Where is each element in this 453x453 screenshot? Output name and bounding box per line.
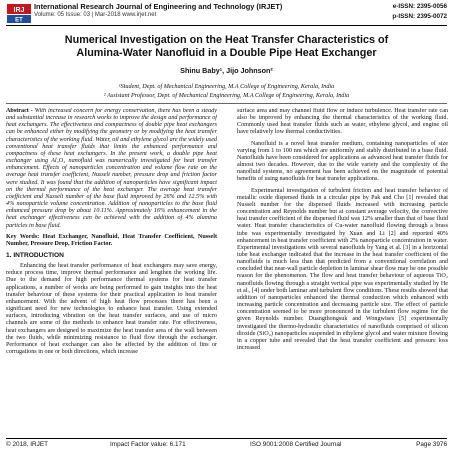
affiliation-1: ¹Student, Dept. of Mechanical Engineering, M.A College of Engineering, Kerala, India <box>118 83 335 90</box>
affiliation-2: ² Assistant Professor, Dept. of Mechanical Engineering, M.A College of Engineering, Kerala, India <box>103 92 350 99</box>
abstract-label: Abstract - <box>6 108 33 114</box>
keywords <box>6 234 217 248</box>
left-column <box>6 108 217 435</box>
section-heading-introduction: 1. INTRODUCTION <box>6 251 64 259</box>
journal-header <box>0 0 453 28</box>
footer-impact-factor: Impact Factor value: 6.171 <box>110 441 186 448</box>
keywords-text: Heat Exchanger, Nanofluid, Heat Transfer Coefficient, Nusselt Number, Pressure Drop, Friction Factor. <box>6 233 217 247</box>
author-list: Shinu Baby¹, Jijo Johnson² <box>180 66 273 75</box>
paper-title-line-2: Alumina-Water Nanofluid in a Double Pipe Heat Exchanger <box>76 47 377 59</box>
right-paragraph-1: surface area and may channel fluid flow or induce turbulence. Heat transfer rate can also be improved by enhancing the thermal characteristics of the working fluid. Commonly used heat transfer fluids such as water, ethylene glycol, and engine oil have relatively low thermal conductivities. <box>237 108 448 136</box>
irjet-logo-icon <box>6 2 32 25</box>
footer-divider <box>6 438 447 439</box>
journal-name: International Research Journal of Engineering and Technology (IRJET) <box>34 2 283 11</box>
paper-title-line-1: Numerical Investigation on the Heat Transfer Characteristics of <box>64 34 389 46</box>
footer-page-number: Page 3976 <box>416 441 447 448</box>
intro-paragraph-1: Enhancing the heat transfer performance of heat exchangers may save energy, reduce process time, improve thermal performance and lengthen the working life. Due to the demand for high performance thermal systems for heat transfer applications, a number of works are being performed to gain insights into the heat transfer behaviour of these systems for their practical application to heat transfer enhancement. With the advent of high heat flow processes there has been a significant need for new technologies to enhance heat transfer. Using extended surfaces, introducing vibration on the heat transfer surfaces, and use of micro channels are some of the methods to enhance heat transfer rate. For effectiveness, heat exchangers are designed to maximize the heat transfer area of the wall between the two fluids, while minimizing resistance to fluid flow through the exchanger. Performance of heat exchanger can also be affected by the addition of fins or corrugations in one or both directions, which increase <box>6 263 217 355</box>
e-issn: e-ISSN: 2395-0056 <box>392 3 447 10</box>
right-column <box>237 108 448 435</box>
abstract <box>6 108 217 230</box>
p-issn: p-ISSN: 2395-0072 <box>392 13 447 20</box>
volume-issue-line: Volume: 05 Issue: 03 | Mar-2018 www.irjet.net <box>34 12 157 18</box>
svg-text:ET: ET <box>15 17 23 24</box>
header-divider <box>6 25 447 26</box>
right-paragraph-2: Nanofluid is a novel heat transfer medium, containing nanoparticles of size varying from 1 to 100 nm which are uniformly and stably distributed in a base fluid. Nanofluids have been considered for applications as advanced heat transfer fluids for almost two decades. However, due to the wide variety and the complexity of the nanofluid systems, no agreement has been achieved on the magnitude of potential benefits of using nanofluids for heat transfer applications. <box>237 140 448 183</box>
abstract-text: With increased concern for energy conservation, there has been a steady and substantial increase in research works to improve the design and performance of heat exchangers. The effectiveness and compactness of double pipe heat exchangers can be enhanced either by modifying the geometry or by modifying the heat transfer characteristics of the working fluid. Water, oil and ethylene glycol are the widely used conventional heat transfer fluids that limits the enhanced performance and compactness of these heat exchangers. In the present work, a double pipe heat exchanger using Al₂O₃ nanofluid was numerically investigated for heat transfer enhancement. Effects of nanoparticles concentration and volume flow rate on the average heat transfer coefficient, Nusselt number, pressure drop and friction factor were studied. It was found that the addition of nanoparticles have significant impact on the thermal performance of the heat exchanger. The average heat transfer coefficient and Nusselt number of the base fluid improved by 26% and 12.5% with 4% nanoparticle volume concentration. Addition of nanoparticles to the base fluid enhanced pressure drop by about 10.11%. Approximately 16% enhancement in the heat exchanger effectiveness can be achieved with the addition of 4% alumina particles in base fluid. <box>6 108 217 229</box>
right-paragraph-3: Experimental investigation of turbulent friction and heat transfer behavior of metallic oxide dispersed fluids in a circular pipe by Pak and Cho [1] revealed that Nusselt number for the dispersed fluids increased with increasing particle concentration and Reynolds number but at constant average velocity, the convective heat transfer coefficient of the dispersed fluid was 12% smaller than that of base fluid water. Heat transfer characteristics of Cu-water nanofluid flowing through a brass tube was experimentally investigated by Xuan and Li [2] and reported 40% enhancement in heat transfer coefficient with 2% nanoparticle concentration in water. Experimental investigations with several nanofluids by Yang et al. [3] in a horizontal tube heat exchanger indicated that the increase in the heat transfer coefficient of the nanofluids is much less than that predicted from a conventional correlation and concluded that near-wall particle depletion in laminar shear flow may be one possible reason for the phenomenon. The flow and heat transfer behaviour of aqueous TiO₂ nanofluids flowing through a straight vertical pipe was experimentally studied by He et al., [4] under both laminar and turbulent flow conditions. These results showed that addition of nanoparticles enhanced the thermal conduction which enhanced with increasing particle concentration and decreasing particle size. The effect of particle concentration seemed to be more pronounced in the turbulent flow regime for the given Reynolds number. Duangthongsuk and Wongwises [5] experimentally investigated the thermo-hydraulic characteristics of nanofluids comprised of silicon dioxide (SiO₂) nanoparticles suspended in ethylene glycol and water mixture flowing in a copper tube and revealed that the heat transfer coefficient and pressure loss increased <box>237 187 448 351</box>
footer-iso: ISO 9001:2008 Certified Journal <box>250 441 342 448</box>
keywords-label: Key Words: <box>6 233 40 240</box>
affiliation-divider <box>6 103 447 104</box>
footer-copyright: © 2018, IRJET <box>6 441 49 448</box>
svg-text:IRJ: IRJ <box>13 7 25 14</box>
